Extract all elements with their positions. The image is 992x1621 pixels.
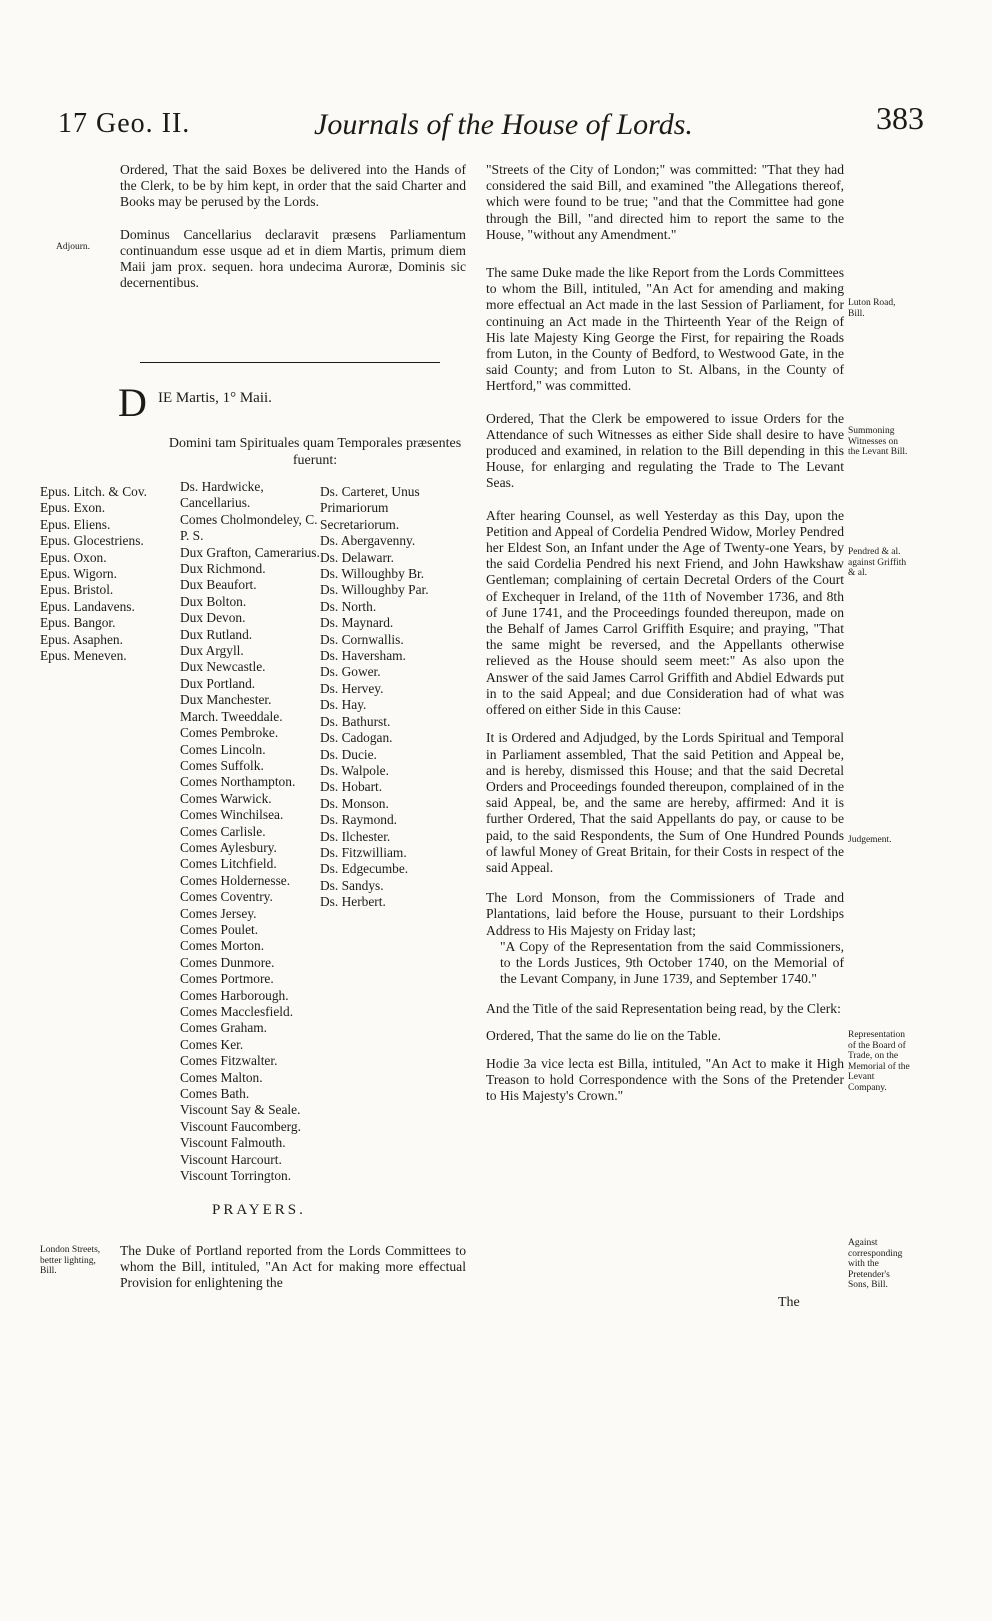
list-item: Viscount Falmouth. — [180, 1135, 286, 1151]
list-item: Epus. Landavens. — [40, 598, 135, 614]
list-item: Ds. Willoughby Br. — [320, 566, 425, 582]
list-item: Ds. Raymond. — [320, 812, 397, 828]
margin-note-summoning: Summoning Witnesses on the Levant Bill. — [848, 426, 908, 457]
list-item: Ds. Walpole. — [320, 762, 389, 778]
list-item: Ds. Hervey. — [320, 680, 384, 696]
regnal-year-header: 17 Geo. II. — [58, 108, 191, 139]
list-item: Epus. Oxon. — [40, 549, 107, 565]
list-item: Dux Richmond. — [180, 561, 266, 577]
paragraph-representation-copy: "A Copy of the Representation from the said Commissioners, to the Lords Justices, 9th October 1740, on the Memorial of the Levant Company, in June 1739, and September 1740." — [500, 938, 844, 987]
list-item: Comes Aylesbury. — [180, 839, 277, 855]
list-item: Ds. Hobart. — [320, 779, 383, 795]
paragraph-witnesses-order: Ordered, That the Clerk be empowered to issue Orders for the Attendance of such Witnesses as either Side shall desire to have produced and examined, in relation to the Bill depending in this House, for enlarging and regulating the Trade to The Levant Seas. — [486, 410, 844, 491]
list-item: Viscount Harcourt. — [180, 1151, 282, 1167]
margin-note-london-streets: London Streets, better lighting, Bill. — [40, 1245, 101, 1276]
list-item: Comes Poulet. — [180, 921, 259, 937]
list-item: Epus. Bangor. — [40, 615, 116, 631]
list-item: Ds. Gower. — [320, 664, 381, 680]
list-item: Comes Coventry. — [180, 889, 273, 905]
margin-note-representation: Representation of the Board of Trade, on the Memorial of the Levant Company. — [848, 1030, 910, 1093]
list-item: Comes Litchfield. — [180, 856, 277, 872]
list-item: Ds. Cornwallis. — [320, 631, 404, 647]
paragraph-title-read: And the Title of the said Representation being read, by the Clerk: — [486, 1001, 841, 1017]
list-item: Ds. Hay. — [320, 697, 367, 713]
list-item: Epus. Bristol. — [40, 582, 114, 598]
list-item: Comes Carlisle. — [180, 823, 266, 839]
margin-note-luton-road: Luton Road, Bill. — [848, 298, 896, 319]
paragraph-luton-report: The same Duke made the like Report from the Lords Committees to whom the Bill, intituled, "An Act for amending and making more effectual an Act made in the last Session of Parliament, for continuing an Act made in the Thirteenth Year of the Reign of His late Majesty King George the First, for repairing the Roads from Luton, in the County of Bedford, to Westwood Gate, in the said County; and from Luton to St. Albans, in the County of Hertford," was committed. — [486, 265, 844, 394]
list-item: Comes Portmore. — [180, 971, 274, 987]
list-item: Epus. Glocestriens. — [40, 533, 144, 549]
list-item: Comes Pembroke. — [180, 725, 279, 741]
list-item: Comes Warwick. — [180, 790, 272, 806]
list-item: Comes Ker. — [180, 1036, 244, 1052]
attendance-peers — [180, 479, 325, 1184]
list-item: Comes Suffolk. — [180, 757, 264, 773]
list-item: Ds. Hardwicke, Cancellarius. — [180, 479, 264, 511]
list-item: Ds. Cadogan. — [320, 730, 393, 746]
prayers-heading: PRAYERS. — [212, 1202, 306, 1218]
list-item: Comes Bath. — [180, 1086, 250, 1102]
list-item: Epus. Exon. — [40, 500, 106, 516]
list-item: Epus. Asaphen. — [40, 631, 123, 647]
paragraph-adjournment: Dominus Cancellarius declaravit præsens Parliamentum continuandum esse usque ad et in diem Martis, primum diem Maii jam prox. sequen. hora undecima Auroræ, Dominis sic decernentibus. — [120, 226, 466, 291]
list-item: Ds. Monson. — [320, 795, 389, 811]
list-item: Comes Harborough. — [180, 987, 289, 1003]
drop-cap: D — [118, 380, 147, 425]
list-item: Epus. Wigorn. — [40, 566, 117, 582]
attendance-bishops — [40, 484, 147, 664]
attendance-heading: Domini tam Spirituales quam Temporales præsentes fuerunt: — [168, 436, 462, 468]
paragraph-portland-report: The Duke of Portland reported from the Lords Committees to whom the Bill, intituled, "An Act for making more effectual Provision for enlightening the — [120, 1243, 466, 1291]
section-divider — [140, 362, 440, 363]
list-item: Comes Winchilsea. — [180, 807, 284, 823]
paragraph-treason-bill: Hodie 3a vice lecta est Billa, intituled, "An Act to make it High Treason to hold Correspondence with the Sons of the Pretender to His Majesty's Crown." — [486, 1055, 844, 1104]
list-item: Comes Cholmondeley, C. P. S. — [180, 511, 318, 544]
list-item: March. Tweeddale. — [180, 708, 283, 724]
list-item: Comes Holdernesse. — [180, 872, 291, 888]
margin-note-judgement: Judgement. — [848, 835, 892, 845]
list-item: Ds. North. — [320, 598, 377, 614]
list-item: Comes Malton. — [180, 1069, 263, 1085]
list-item: Ds. Delawarr. — [320, 549, 394, 565]
list-item: Epus. Eliens. — [40, 516, 111, 532]
catchword: The — [778, 1295, 800, 1310]
attendance-barons — [320, 484, 470, 911]
list-item: Dux Beaufort. — [180, 577, 257, 593]
list-item: Dux Newcastle. — [180, 659, 266, 675]
list-item: Comes Jersey. — [180, 905, 257, 921]
list-item: Ds. Carteret, Unus Primariorum Secretariorum. — [320, 484, 420, 532]
list-item: Dux Bolton. — [180, 593, 247, 609]
list-item: Comes Macclesfield. — [180, 1004, 294, 1019]
list-item: Ds. Fitzwilliam. — [320, 844, 407, 860]
list-item: Ds. Bathurst. — [320, 713, 391, 729]
list-item: Ds. Abergavenny. — [320, 533, 416, 549]
paragraph-lie-on-table: Ordered, That the same do lie on the Table. — [486, 1027, 721, 1043]
list-item: Ds. Willoughby Par. — [320, 582, 429, 598]
list-item: Comes Lincoln. — [180, 741, 266, 757]
list-item: Epus. Litch. & Cov. — [40, 484, 147, 499]
list-item: Comes Fitzwalter. — [180, 1053, 278, 1069]
list-item: Comes Dunmore. — [180, 954, 275, 970]
margin-note-pretender-bill: Against corresponding with the Pretender's Sons, Bill. — [848, 1238, 903, 1290]
paragraph-judgement: It is Ordered and Adjudged, by the Lords Spiritual and Temporal in Parliament assembled, That the said Petition and Appeal be, and is hereby, dismissed this House; and that the said Decretal Orders and Proceedings founded thereupon, complained of in the said Appeal, be, and the same are hereby, affirmed: And it is further Ordered, That the said Appellants do pay, or cause to be paid, to the said Respondents, the Sum of One Hundred Pounds of lawful Money of Great Britain, for their Costs in respect of the said Appeal. — [486, 730, 844, 875]
list-item: Comes Morton. — [180, 938, 265, 954]
list-item: Epus. Meneven. — [40, 648, 127, 664]
list-item: Viscount Torrington. — [180, 1168, 292, 1184]
list-item: Ds. Maynard. — [320, 615, 394, 631]
list-item: Ds. Ducie. — [320, 746, 377, 762]
journal-title-header: Journals of the House of Lords. — [314, 108, 693, 141]
page-number: 383 — [876, 100, 924, 136]
paragraph-streets-report: "Streets of the City of London;" was committed: "That they had considered the said Bill, and examined "the Allegations thereof, which were found to be true; "and that the Committee had gone through the Bill, "and directed him to report the same to the House, "without any Amendment." — [486, 162, 844, 242]
list-item: Viscount Say & Seale. — [180, 1102, 301, 1118]
list-item: Dux Portland. — [180, 675, 256, 691]
list-item: Ds. Edgecumbe. — [320, 861, 409, 877]
list-item: Viscount Faucomberg. — [180, 1118, 301, 1134]
left-column-top — [120, 162, 466, 291]
list-item: Dux Manchester. — [180, 692, 272, 708]
list-item: Dux Argyll. — [180, 643, 244, 659]
margin-note-adjourn: Adjourn. — [56, 242, 91, 252]
paragraph-monson-report: The Lord Monson, from the Commissioners of Trade and Plantations, laid before the House, pursuant to their Lordships Address to His Majesty on Friday last; — [486, 890, 844, 938]
right-column — [486, 162, 844, 1104]
list-item: Ds. Ilchester. — [320, 828, 391, 844]
paragraph-pendred-appeal: After hearing Counsel, as well Yesterday as this Day, upon the Petition and Appeal of Cordelia Pendred Widow, Morley Pendred her Eldest Son, an Infant under the Age of Twenty-one Years, by the said Cordelia Pendred his next Friend, and John Hawkshaw Gentleman; complaining of certain Decretal Orders of the Court of Exchequer in Ireland, of the 11th of November 1736, and 8th of June 1741, and the Proceedings founded thereupon, made on the Behalf of James Carrol Griffith Esquire; and praying, "That the same might be reversed, and the Appellants otherwise relieved as the House should seem meet:" As also upon the Answer of the said James Carrol Griffith and Abdiel Edwards put in to the said Appeal; and due Consideration had of what was offered on either Side in this Cause: — [486, 507, 844, 718]
list-item: Comes Northampton. — [180, 774, 296, 790]
list-item: Dux Rutland. — [180, 626, 253, 642]
list-item: Dux Grafton, Camerarius. — [180, 544, 320, 560]
margin-note-pendred: Pendred & al. against Griffith & al. — [848, 547, 907, 578]
list-item: Dux Devon. — [180, 610, 246, 626]
left-column-bottom — [120, 1243, 466, 1292]
list-item: Ds. Haversham. — [320, 648, 406, 664]
date-heading: IE Martis, 1° Maii. — [158, 390, 272, 406]
paragraph-boxes-order: Ordered, That the said Boxes be delivered into the Hands of the Clerk, to be by him kept, in order that the said Charter and Books may be perused by the Lords. — [120, 162, 466, 210]
list-item: Comes Graham. — [180, 1020, 268, 1036]
list-item: Ds. Herbert. — [320, 894, 386, 910]
list-item: Ds. Sandys. — [320, 877, 384, 893]
